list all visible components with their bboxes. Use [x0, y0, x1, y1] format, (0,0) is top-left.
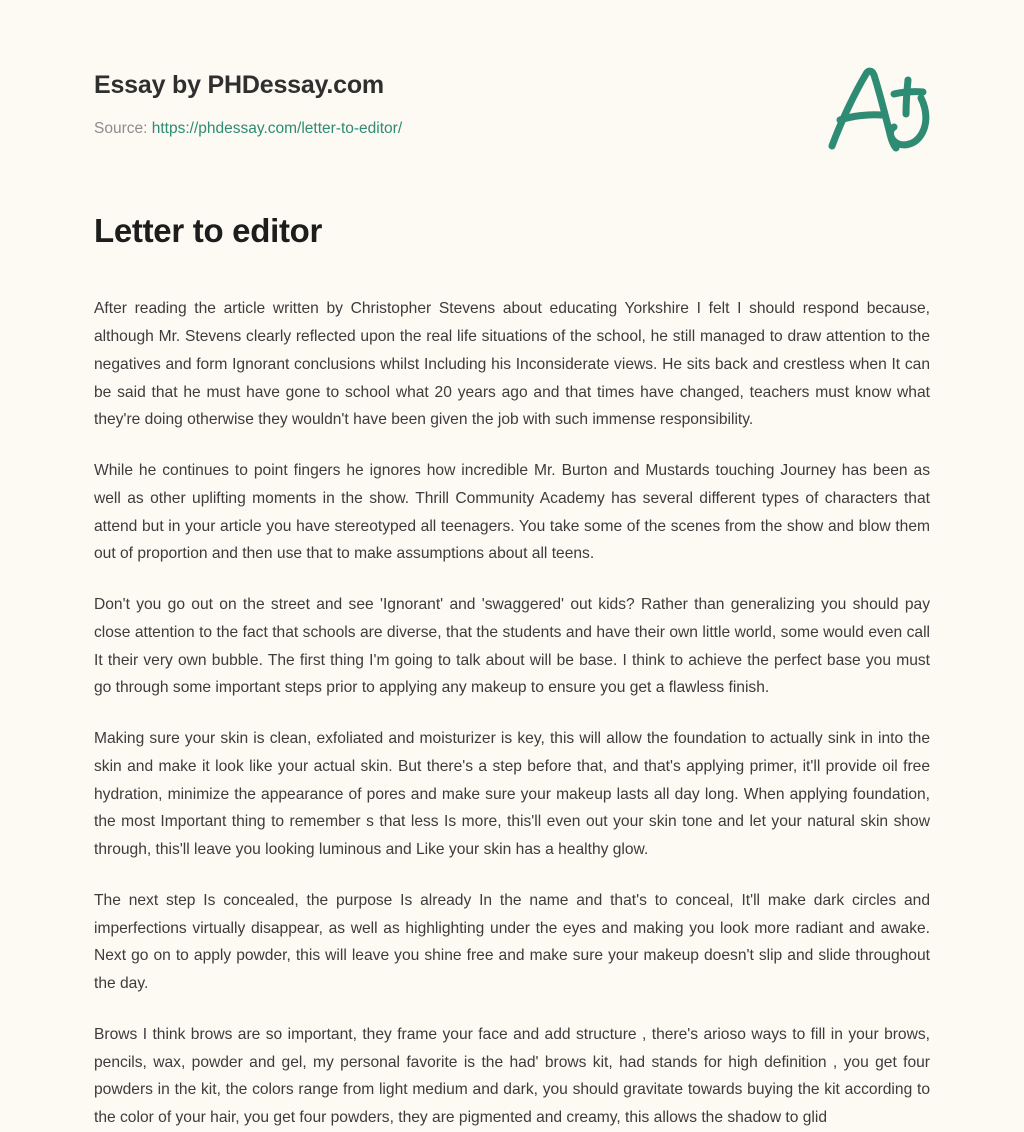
source-label: Source:	[94, 120, 148, 137]
essay-paragraph: While he continues to point fingers he ignores how incredible Mr. Burton and Mustards touching Journey has been as well as other uplifting moments in the show. Thrill Community Academy has several different types of characters that attend but in your article you have stereotyped all teenagers. You take some of the scenes from the show and blow them out of proportion and then use that to make assumptions about all teens.	[94, 462, 930, 563]
page-title: Letter to editor	[94, 212, 323, 249]
essay-paragraph: The next step Is concealed, the purpose Is already In the name and that's to conceal, It'll make dark circles and imperfections virtually disappear, as well as highlighting under the eyes and making you look more radiant and awake. Next go on to apply powder, this will leave you shine free and make sure your makeup doesn't slip and slide throughout the day.	[94, 891, 930, 992]
essay-paragraph: Brows I think brows are so important, they frame your face and add structure , there's arioso ways to fill in your brows, pencils, wax, powder and gel, my personal favorite is the had' brows kit, had stands for high definition , you get four powders in the kit, the colors range from light medium and dark, you should gravitate towards buying the kit according to the color of your hair, you get four powders, they are pigmented and creamy, this allows the shadow to glid	[94, 1025, 930, 1126]
essay-paragraph: After reading the article written by Christopher Stevens about educating Yorkshire I felt I should respond because, although Mr. Stevens clearly reflected upon the real life situations of the school, he still managed to draw attention to the negatives and form Ignorant conclusions whilst Including his Inconsiderate views. He sits back and crestless when It can be said that he must have gone to school what 20 years ago and that times have changed, teachers must know what they're doing otherwise they wouldn't have been given the job with such immense responsibility.	[94, 300, 930, 429]
essay-paragraph: Don't you go out on the street and see 'Ignorant' and 'swaggered' out kids? Rather than generalizing you should pay close attention to the fact that schools are diverse, that the students and have their own little world, some would even call It their very own bubble. The first thing I'm going to talk about will be base. I think to achieve the perfect base you must go through some important steps prior to applying any makeup to ensure you get a flawless finish.	[94, 596, 930, 697]
source-url-link[interactable]: https://phdessay.com/letter-to-editor/	[151, 120, 403, 137]
essay-paragraph: Making sure your skin is clean, exfoliated and moisturizer is key, this will allow the foundation to actually sink in into the skin and make it look like your actual skin. But there's a step before that, and that's applying primer, it'll provide oil free hydration, minimize the appearance of pores and make sure your makeup lasts all day long. When applying foundation, the most Important thing to remember s that less Is more, this'll even out your skin tone and let your natural skin show through, this'll leave you looking luminous and Like your skin has a healthy glow.	[94, 730, 930, 858]
essay-body	[0, 295, 1024, 1132]
brand-title: Essay by PHDessay.com	[94, 71, 384, 99]
source-line	[94, 119, 930, 139]
page-header	[0, 0, 1024, 150]
